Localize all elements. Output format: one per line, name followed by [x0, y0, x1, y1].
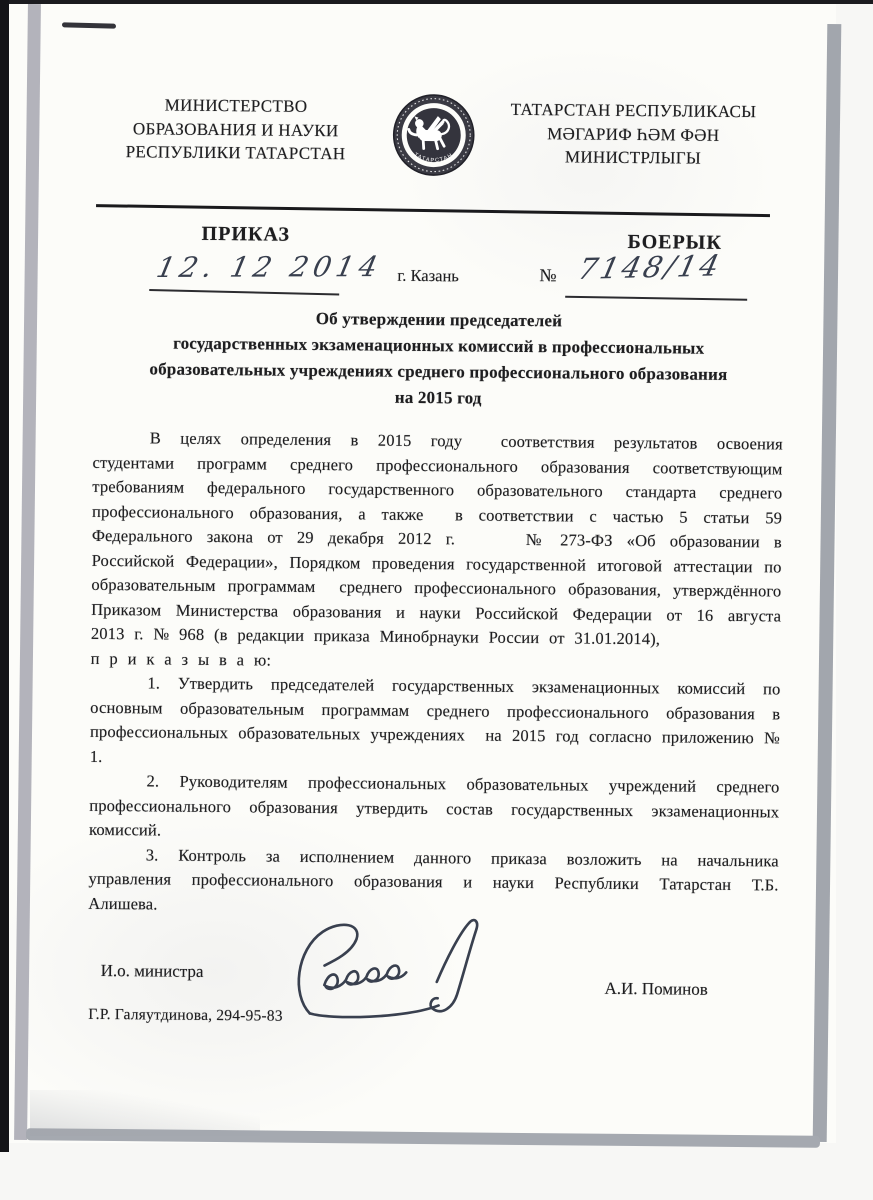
title-line2: государственных экзаменационных комиссий в профессиональных [173, 333, 705, 358]
tatarstan-coat-of-arms-seal-icon [391, 93, 476, 178]
order-body [88, 426, 783, 923]
order-item-2: 2. Руководителям профессиональных образовательных учреждений среднего профессионального образования утвердить состав государственных экзаменационных комиссий. [88, 771, 780, 840]
ministry-name-russian [110, 93, 361, 166]
executor-contact: Г.Р. Галяутдинова, 294-95-83 [88, 1005, 283, 1025]
org-right-line3: МИНИСТРЛЫГЫ [564, 147, 702, 168]
org-left-line2: ОБРАЗОВАНИЯ И НАУКИ [132, 118, 339, 140]
handwritten-order-number: 7148/14 [575, 248, 726, 286]
title-line4: на 2015 год [394, 387, 482, 408]
date-underline [149, 289, 339, 295]
number-underline [565, 296, 747, 301]
number-sign: № [539, 265, 557, 286]
order-item-3: 3. Контроль за исполнением данного приказа возложить на начальника управления профессионального образования и науки Республики Татарстан Т.Б. Алишева. [88, 844, 779, 913]
title-line3: образовательных учреждениях среднего профессионального образования [149, 359, 728, 384]
ministry-name-tatar [465, 97, 801, 171]
decree-word: п р и к а з ы в а ю: [90, 648, 272, 670]
org-right-line2: МӘГАРИФ ҺӘМ ФӘН [547, 123, 720, 145]
place-label: г. Казань [397, 265, 459, 286]
org-left-line3: РЕСПУБЛИКИ ТАТАРСТАН [125, 142, 346, 164]
org-left-line1: МИНИСТЕРСТВО [164, 95, 308, 116]
order-label-tatar: БОЕРЫК [627, 230, 722, 254]
org-right-line1: ТАТАРСТАН РЕСПУБЛИКАСЫ [510, 99, 757, 122]
handwritten-date: 12. 12 2014 [153, 250, 386, 284]
signer-name: А.И. Поминов [604, 978, 708, 999]
letterhead-rule [96, 204, 770, 217]
intro-paragraph: В целях определения в 2015 году соответствия результатов освоения студентами программ среднего профессионального образования соответствующим требованиям федерального государственного образовательного стандарта среднего профессионального образования, а также в соответствии с частью 5 статьи 59 Федерального закона от 29 декабря 2012 г. № 273-ФЗ «Об образовании в Российской Федерации», Порядком проведения государственной итоговой аттестации по образовательным программам среднего профессионального образования, утверждённого Приказом Министерства образования и науки Российской Федерации от 16 августа 2013 г. № 968 (в редакции приказа Минобрнауки России от 31.01.2014), [90, 428, 783, 649]
order-item-1: 1. Утвердить председателей государственных экзаменационных комиссий по основным образовательным программам среднего профессионального образования в профессиональных образовательных учреждениях на 2015 год согласно приложению № 1. [89, 673, 781, 766]
order-title [93, 304, 784, 415]
handwritten-signature [287, 914, 523, 1026]
signer-position: И.о. министра [100, 960, 204, 981]
order-label-russian: ПРИКАЗ [201, 222, 291, 246]
seal-bottom-text: ТАТАРСТАН [412, 151, 455, 164]
title-line1: Об утверждении председателей [315, 308, 563, 331]
